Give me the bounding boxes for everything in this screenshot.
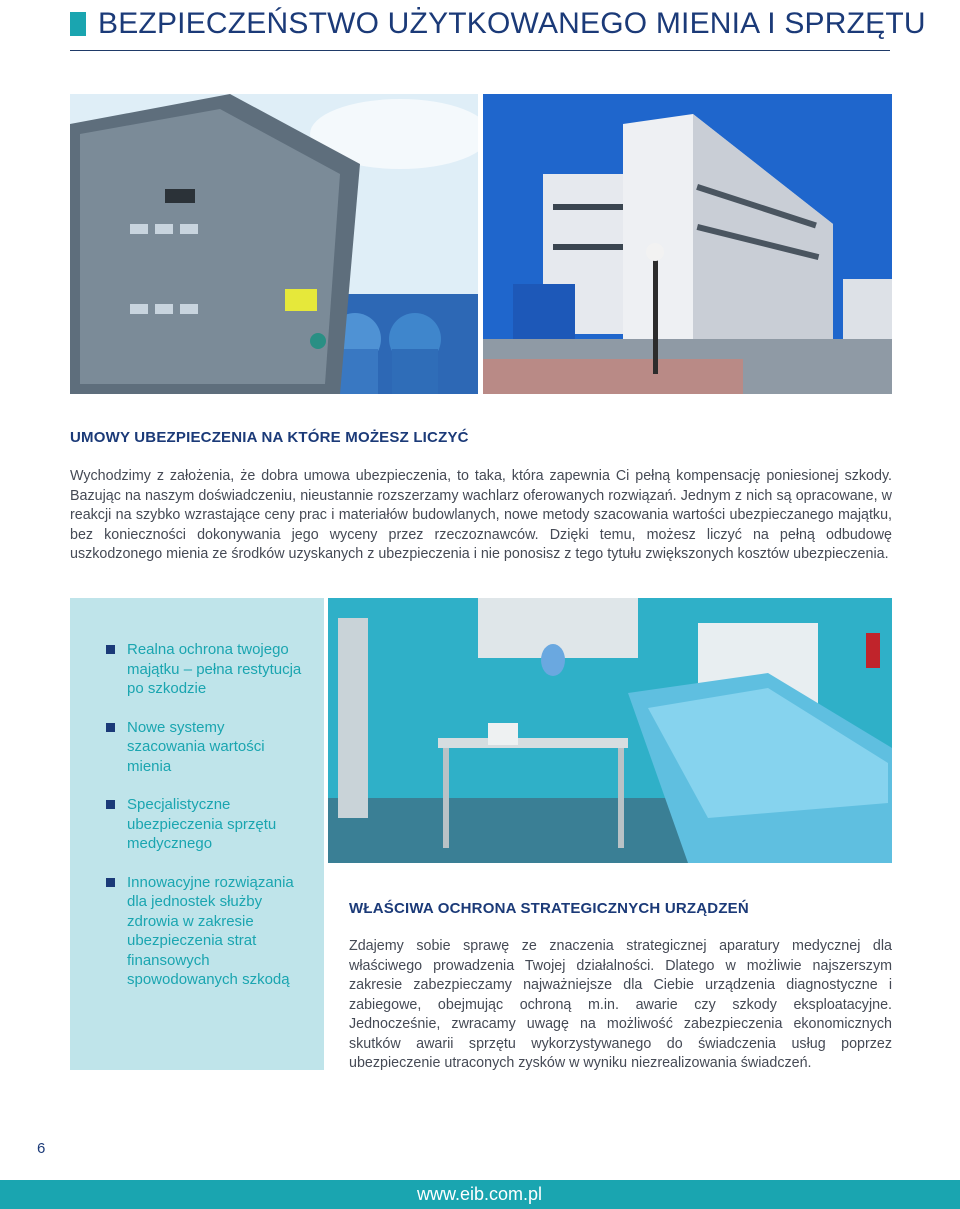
- benefit-label: Specjalistyczne ubezpieczenia sprzętu medycznego: [127, 796, 277, 852]
- benefit-list-item: [70, 718, 324, 777]
- section-paragraph-devices: Zdajemy sobie sprawę ze znaczenia strategicznej aparatury medycznej dla właściwego prowadzenia Twojej działalności. Dlatego w możliwie najszerszym zakresie zabezpieczamy najważniejsze dla Ciebie urządzenia diagnostyczne i zabiegowe, obejmując ochroną m.in. awarie czy szkody eksploatacyjne. Jednocześnie, zwracamy uwagę na możliwość zabezpieczenia ekonomicznych skutków awarii sprzętu wykorzystywanego do świadczenia usług poprzez ubezpieczenie utraconych zysków w wyniku niezrealizowania świadczeń.: [349, 938, 892, 1071]
- header-accent-square: [70, 12, 86, 36]
- square-bullet-icon: [106, 645, 115, 654]
- photo-medical-monitor: [70, 94, 478, 394]
- square-bullet-icon: [106, 878, 115, 887]
- section-title-contracts: UMOWY UBEZPIECZENIA NA KTÓRE MOŻESZ LICZYĆ: [70, 429, 469, 446]
- photo-operating-room: [328, 598, 892, 863]
- page-number: 6: [37, 1140, 46, 1157]
- benefits-sidebar: [70, 598, 324, 1070]
- square-bullet-icon: [106, 723, 115, 732]
- benefit-label: Realna ochrona twojego majątku – pełna restytucja po szkodzie: [127, 641, 302, 697]
- benefit-list-item: [70, 873, 324, 990]
- benefit-list-item: [70, 640, 324, 699]
- page-header: [70, 4, 926, 51]
- photo-hospital-building: [483, 94, 892, 394]
- square-bullet-icon: [106, 800, 115, 809]
- benefit-list-item: [70, 795, 324, 854]
- benefit-label: Nowe systemy szacowania wartości mienia: [127, 718, 265, 775]
- section-paragraph-contracts: Wychodzimy z założenia, że dobra umowa ubezpieczenia, to taka, która zapewnia Ci pełną kompensację poniesionej szkody. Bazując na naszym doświadczeniu, nieustannie rozszerzamy wachlarz oferowanych rozwiązań. Jednym z nich są opracowane, w reakcji na szybko wzrastające ceny prac i materiałów budowlanych, nowe metody szacowania wartości ubezpieczanego majątku, bez konieczności dokonywania jego wyceny przez rzeczoznawców. Dzięki temu, możesz liczyć na pełną odbudowę uszkodzonego mienia ze środków uzyskanych z ubezpieczenia i nie ponosisz z tego tytułu zwiększonych kosztów ubezpieczenia.: [70, 468, 892, 562]
- page-title: BEZPIECZEŃSTWO UŻYTKOWANEGO MIENIA I SPRZĘTU: [98, 7, 926, 40]
- section-title-devices: WŁAŚCIWA OCHRONA STRATEGICZNYCH URZĄDZEŃ: [349, 900, 749, 917]
- footer-bar: [0, 1180, 960, 1209]
- benefit-label: Innowacyjne rozwiązania dla jednostek służby zdrowia w zakresie ubezpieczenia strat finansowych spowodowanych szkodą: [127, 873, 294, 988]
- footer-website-link[interactable]: www.eib.com.pl: [416, 1184, 542, 1204]
